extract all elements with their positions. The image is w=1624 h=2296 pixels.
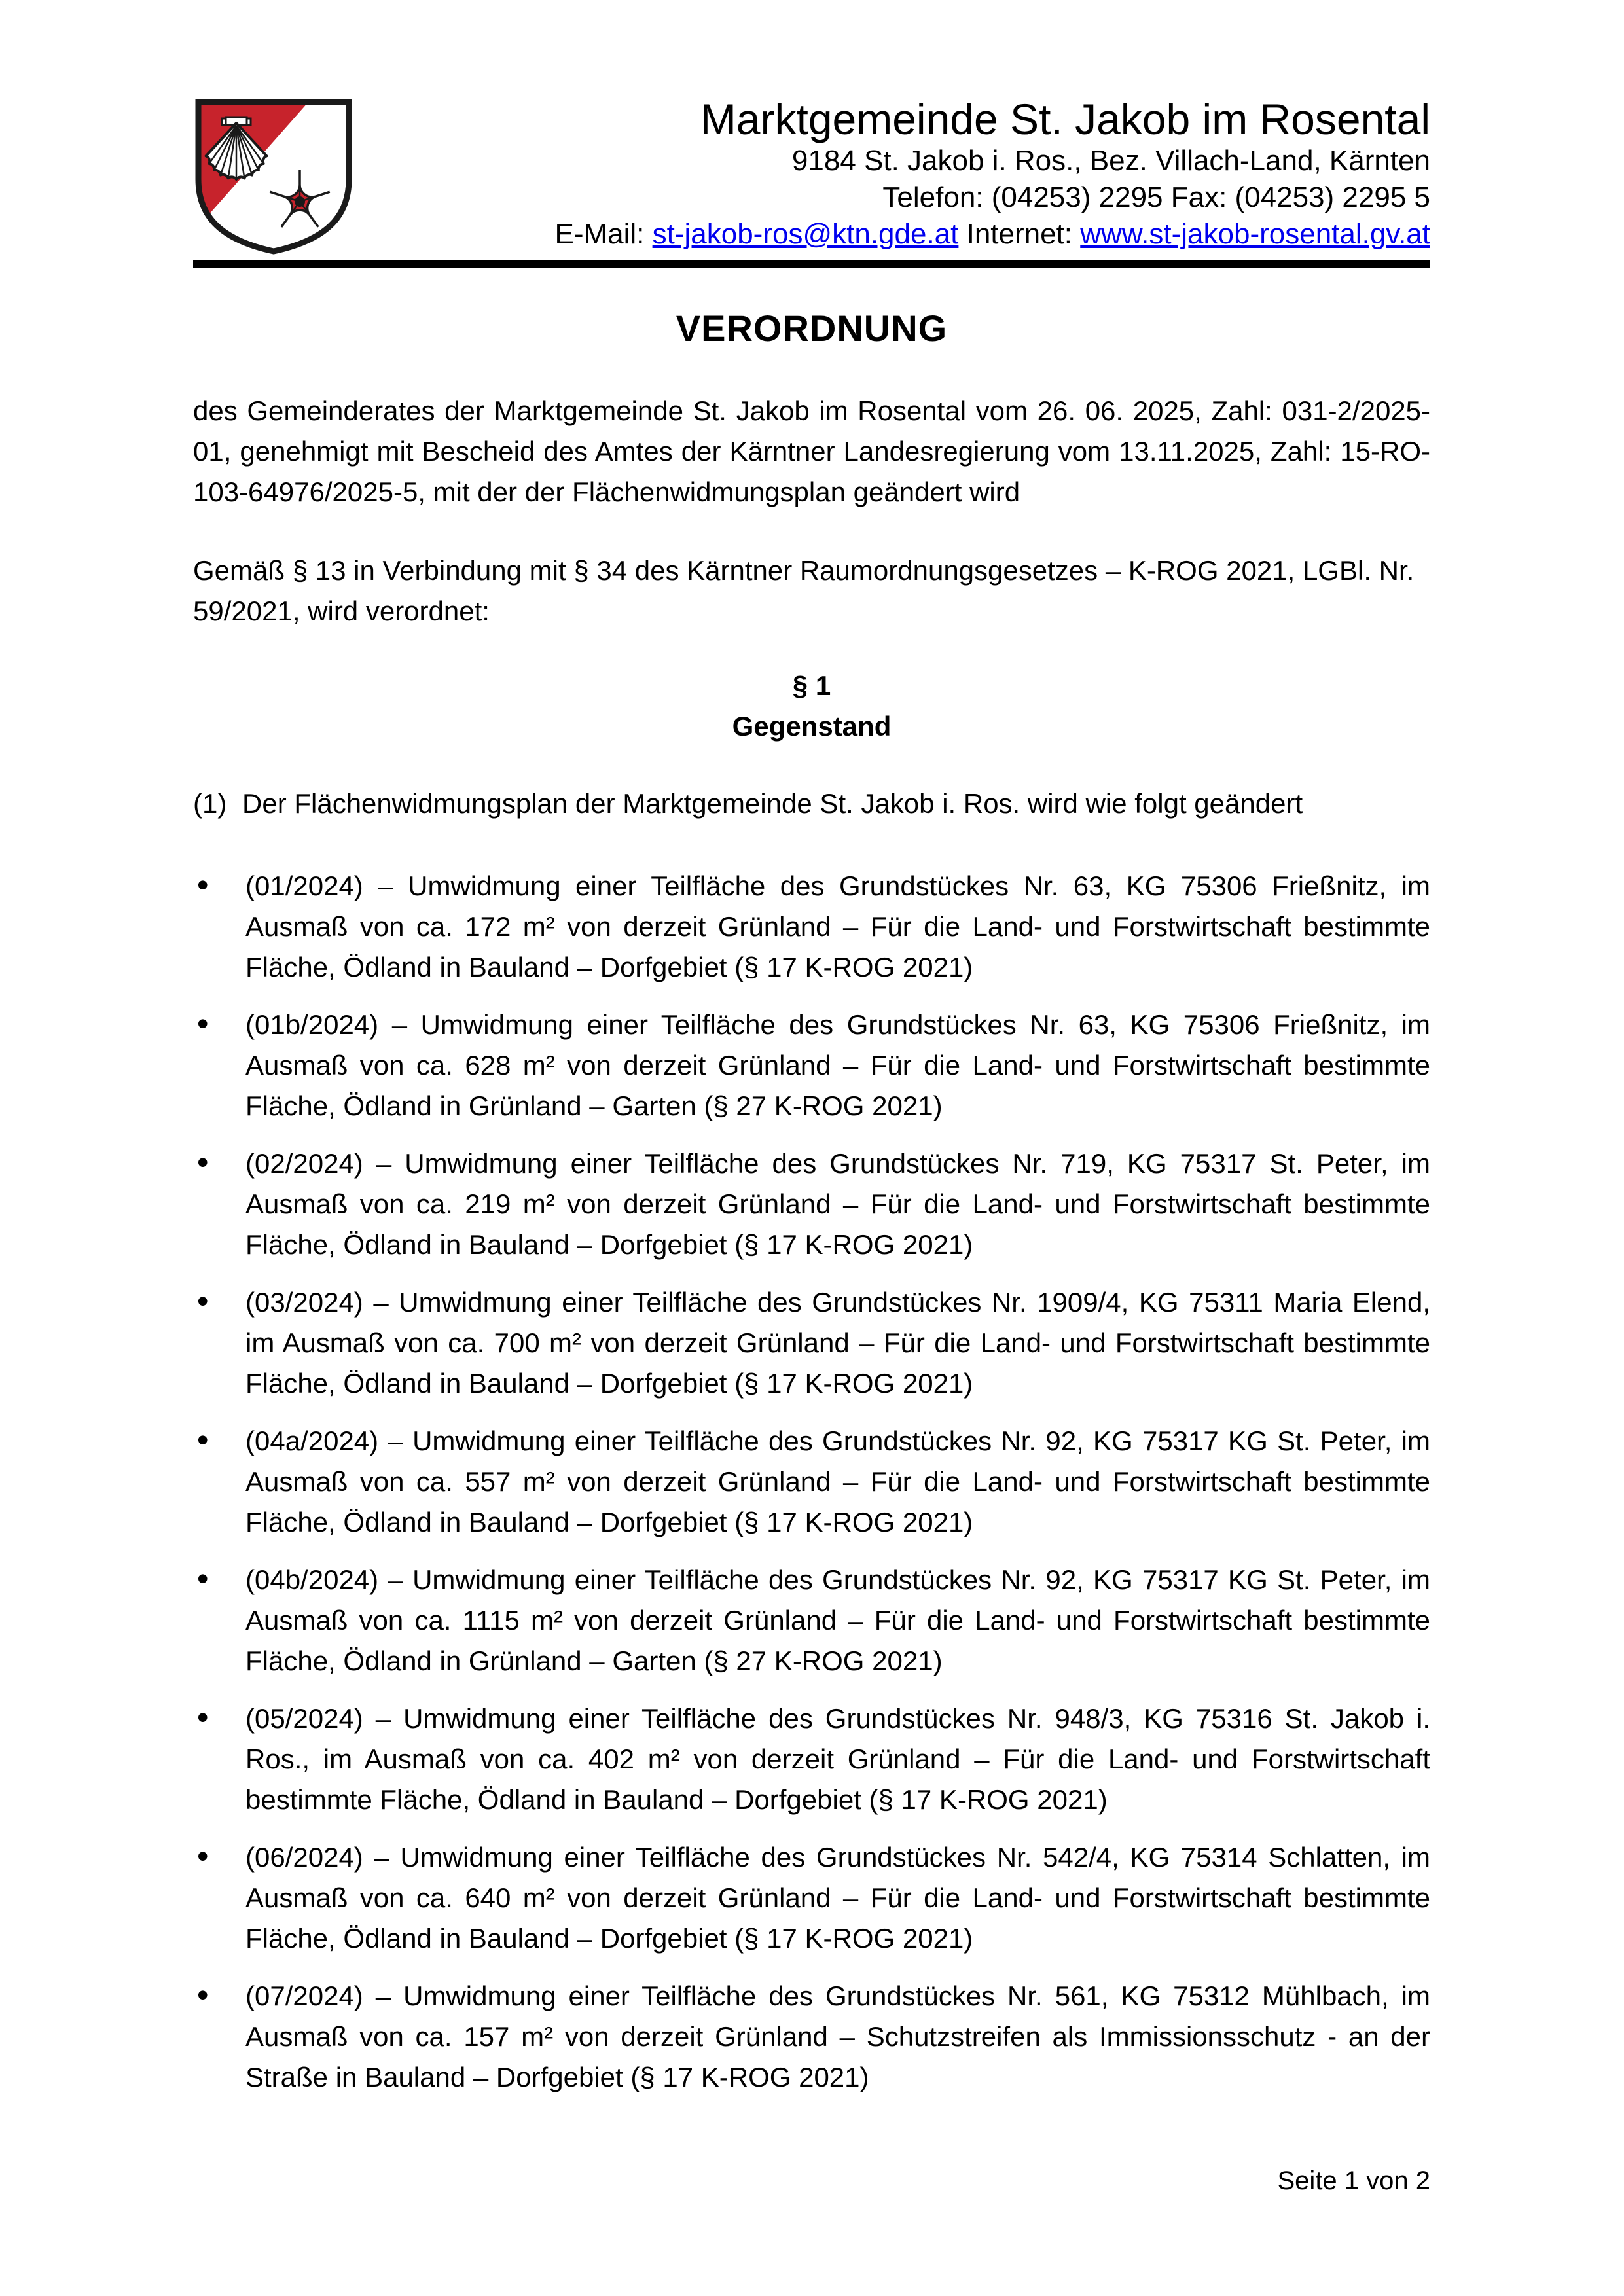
list-item-text: (02/2024) – Umwidmung einer Teilfläche des Grundstückes Nr. 719, KG 75317 St. Peter, im Ausmaß von ca. 219 m² von derzeit Grünland – Für die Land- und Forstwirtschaft bestimmte Fläche, Ödland in Bauland – Dorfgebiet (§ 17 K-ROG 2021) (245, 1148, 1430, 1260)
internet-label: Internet: (958, 218, 1081, 250)
bullet-icon: • (197, 1283, 209, 1319)
list-item-text: (01b/2024) – Umwidmung einer Teilfläche des Grundstückes Nr. 63, KG 75306 Frießnitz, im Ausmaß von ca. 628 m² von derzeit Grünland – Für die Land- und Forstwirtschaft bestimmte Fläche, Ödland in Grünland – Garten (§ 27 K-ROG 2021) (245, 1009, 1430, 1121)
address-line: 9184 St. Jakob i. Ros., Bez. Villach-Land, Kärnten (791, 145, 1430, 177)
bullet-icon: • (197, 1560, 209, 1597)
paragraph-1-text: Der Flächenwidmungsplan der Marktgemeinde St. Jakob i. Ros. wird wie folgt geändert (242, 788, 1303, 819)
section-title: Gegenstand (732, 711, 892, 742)
list-item (197, 1837, 1430, 1959)
document-title: VERORDNUNG (676, 308, 948, 349)
list-item-text: (04b/2024) – Umwidmung einer Teilfläche des Grundstückes Nr. 92, KG 75317 KG St. Peter, im Ausmaß von ca. 1115 m² von derzeit Grünland – Für die Land- und Forstwirtschaft bestimmte Fläche, Ödland in Grünland – Garten (§ 27 K-ROG 2021) (245, 1564, 1430, 1676)
list-item-text: (05/2024) – Umwidmung einer Teilfläche des Grundstückes Nr. 948/3, KG 75316 St. Jakob i. Ros., im Ausmaß von ca. 402 m² von derzeit Grünland – Für die Land- und Forstwirtschaft bestimmte Fläche, Ödland in Bauland – Dorfgebiet (§ 17 K-ROG 2021) (245, 1703, 1430, 1815)
letterhead (193, 0, 1430, 253)
municipal-coat-of-arms-icon (192, 96, 355, 257)
list-item (197, 1282, 1430, 1404)
list-item (197, 1976, 1430, 2098)
email-label: E-Mail: (554, 218, 653, 250)
list-item (197, 1421, 1430, 1543)
rezoning-changes-list (193, 866, 1430, 2098)
list-item (197, 1698, 1430, 1820)
list-item-text: (07/2024) – Umwidmung einer Teilfläche des Grundstückes Nr. 561, KG 75312 Mühlbach, im Ausmaß von ca. 157 m² von derzeit Grünland – Schutzstreifen als Immissionsschutz - an der Straße in Bauland – Dorfgebiet (§ 17 K-ROG 2021) (245, 1981, 1430, 2092)
section-heading (193, 666, 1430, 747)
bullet-icon: • (197, 1838, 209, 1874)
list-item (197, 866, 1430, 988)
bullet-icon: • (197, 1699, 209, 1736)
paragraph-1 (193, 783, 1430, 824)
section-number: § 1 (792, 670, 831, 701)
email-link[interactable]: st-jakob-ros@ktn.gde.at (652, 218, 959, 250)
municipality-name: Marktgemeinde St. Jakob im Rosental (700, 95, 1430, 143)
phone-fax-line: Telefon: (04253) 2295 Fax: (04253) 2295 5 (882, 181, 1430, 213)
email-internet-line (193, 216, 1430, 253)
bullet-icon: • (197, 867, 209, 903)
bullet-icon: • (197, 1005, 209, 1042)
list-item (197, 1143, 1430, 1265)
legal-basis-paragraph: Gemäß § 13 in Verbindung mit § 34 des Kärntner Raumordnungsgesetzes – K-ROG 2021, LGBl. Nr. 59/2021, wird verordnet: (193, 555, 1415, 626)
intro-paragraph: des Gemeinderates der Marktgemeinde St. Jakob im Rosental vom 26. 06. 2025, Zahl: 031-2/2025-01, genehmigt mit Bescheid des Amtes der Kärntner Landesregierung vom 13.11.2025, Zahl: 15-RO-103-64976/2025-5, mit der der Flächenwidmungsplan geändert wird (193, 395, 1430, 507)
bullet-icon: • (197, 1422, 209, 1458)
list-item (197, 1005, 1430, 1126)
header-divider-rule (193, 260, 1430, 268)
list-item-text: (06/2024) – Umwidmung einer Teilfläche des Grundstückes Nr. 542/4, KG 75314 Schlatten, im Ausmaß von ca. 640 m² von derzeit Grünland – Für die Land- und Forstwirtschaft bestimmte Fläche, Ödland in Bauland – Dorfgebiet (§ 17 K-ROG 2021) (245, 1842, 1430, 1954)
list-item-text: (01/2024) – Umwidmung einer Teilfläche des Grundstückes Nr. 63, KG 75306 Frießnitz, im Ausmaß von ca. 172 m² von derzeit Grünland – Für die Land- und Forstwirtschaft bestimmte Fläche, Ödland in Bauland – Dorfgebiet (§ 17 K-ROG 2021) (245, 870, 1430, 982)
bullet-icon: • (197, 1977, 209, 2013)
list-item (197, 1560, 1430, 1681)
paragraph-1-label: (1) (193, 788, 227, 819)
page-number: Seite 1 von 2 (1277, 2166, 1430, 2195)
list-item-text: (04a/2024) – Umwidmung einer Teilfläche des Grundstückes Nr. 92, KG 75317 KG St. Peter, im Ausmaß von ca. 557 m² von derzeit Grünland – Für die Land- und Forstwirtschaft bestimmte Fläche, Ödland in Bauland – Dorfgebiet (§ 17 K-ROG 2021) (245, 1426, 1430, 1537)
list-item-text: (03/2024) – Umwidmung einer Teilfläche des Grundstückes Nr. 1909/4, KG 75311 Maria Elend, im Ausmaß von ca. 700 m² von derzeit Grünland – Für die Land- und Forstwirtschaft bestimmte Fläche, Ödland in Bauland – Dorfgebiet (§ 17 K-ROG 2021) (245, 1287, 1430, 1399)
bullet-icon: • (197, 1144, 209, 1181)
website-link[interactable]: www.st-jakob-rosental.gv.at (1080, 218, 1430, 250)
